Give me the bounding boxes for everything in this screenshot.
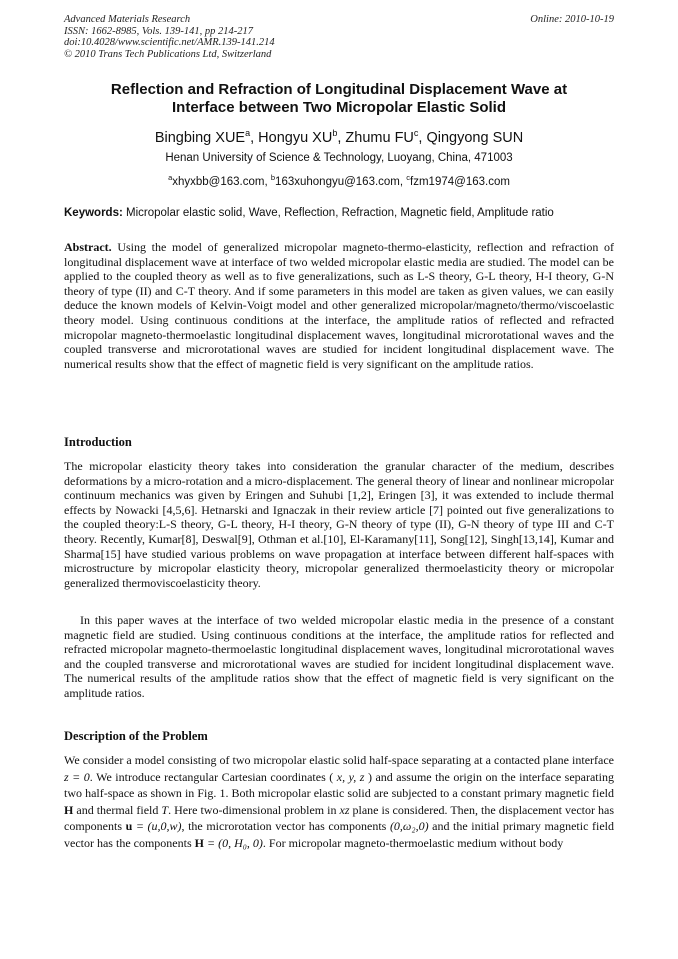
email-separator: ,	[399, 175, 407, 188]
journal-name: Advanced Materials Research	[64, 14, 191, 25]
abstract-label: Abstract.	[64, 240, 112, 254]
author-name: Qingyong SUN	[426, 129, 524, 146]
description-text: and the initial primary magnetic field vector has the components	[64, 819, 614, 850]
copyright-line: © 2010 Trans Tech Publications Ltd, Switzerland	[64, 48, 272, 60]
description-text: . Here two-dimensional problem in	[168, 802, 340, 817]
math-magnetic-field: H	[64, 802, 74, 817]
math-displacement-vector: u	[125, 819, 133, 834]
math-displacement-components: = (u,0,w)	[132, 819, 182, 834]
introduction-paragraph-2: In this paper waves at the interface of two welded micropolar elastic media in the presence of a constant magnetic field are studied. Using continuous conditions at the interface, the amplitude ratios for reflected and refracted micropolar magneto-thermoelastic longitudinal displacement waves, longitudinal microrotational waves and the coupled transverse and microrotational waves are studied for incident longitudinal displacement wave. The numerical results of the amplitude ratios show that the effect of magnetic field is very significant on the amplitude ratios.	[64, 613, 614, 700]
description-text: and thermal field	[73, 802, 162, 817]
doi-line[interactable]: doi:10.4028/www.scientific.net/AMR.139-141.214	[64, 37, 275, 48]
author-mark: b	[332, 128, 338, 138]
author-name: Zhumu FU	[345, 129, 414, 146]
math-plane-xz: xz	[339, 802, 350, 817]
title-line-2: Interface between Two Micropolar Elastic Solid	[172, 99, 506, 116]
author-separator: ,	[418, 129, 427, 146]
description-text: . We introduce rectangular Cartesian coordinates (	[89, 769, 337, 784]
description-heading: Description of the Problem	[64, 729, 208, 743]
description-text: , the microrotation vector has components	[181, 819, 390, 834]
journal-header	[64, 14, 484, 60]
abstract-text: Using the model of generalized micropolar magneto-thermo-elasticity, reflection and refraction of longitudinal displacement wave at interface of two welded micropolar elastic media are studied. The model can be applied to the coupled theory as well as to five generalizations, such as L-S theory, G-L theory, H-I theory, G-N theory of type (II) and C-T theory. And if some parameters in this model are taken as given values, we can easily deduce the known models of Kelvin-Voigt model and other generalized micropolar/magneto/thermo/viscoelastic theory model. Using continuous conditions at the interface, the amplitude ratios of reflected and refracted micropolar magneto-thermoelastic longitudinal displacement waves, longitudinal microrotational waves and the coupled transverse and microrotational waves are studied for incident longitudinal displacement wave. The numerical results show that the effect of magnetic field is very significant on the amplitude ratios.	[64, 240, 614, 371]
abstract-paragraph	[64, 240, 614, 371]
paper-title	[64, 81, 614, 117]
author-name: Bingbing XUE	[154, 129, 246, 146]
email-address[interactable]: xhyxbb@163.com	[172, 175, 265, 188]
author-separator: ,	[250, 129, 259, 146]
math-coordinates: x, y, z	[336, 769, 365, 784]
math-microrotation: (0,ω₂,0)	[389, 819, 429, 834]
email-address[interactable]: fzm1974@163.com	[410, 175, 510, 188]
author-name: Hongyu XU	[258, 129, 333, 146]
keywords-text: Micropolar elastic solid, Wave, Reflection, Refraction, Magnetic field, Amplitude ratio	[126, 207, 554, 219]
math-field-vector: H	[194, 835, 204, 850]
math-field-components: = (0, H₀, 0)	[203, 835, 263, 850]
email-mark: b	[270, 173, 276, 182]
author-separator: ,	[337, 129, 346, 146]
description-text: plane is considered. Then, the displacement vector has components	[64, 802, 615, 834]
issn-line: ISSN: 1662-8985, Vols. 139-141, pp 214-217	[64, 25, 253, 37]
description-text: . For micropolar magneto-thermoelastic medium without body	[262, 835, 564, 850]
email-address[interactable]: 163xuhongyu@163.com	[275, 175, 400, 188]
introduction-paragraph-1: The micropolar elasticity theory takes into consideration the granular character of the medium, describes deformations by a micro-rotation and a micro-displacement. The general theory of linear and nonlinear micropolar continuum mechanics was given by Eringen and Suhubi [1,2], Eringen [3], it was extended to include thermal effects by Nowacki [4,5,6]. Hetnarski and Ignaczak in their review article [7] pointed out five generalizations to the coupled theory:L-S theory, G-L theory, H-I theory, G-N theory of type (II), G-N theory of type III and C-T theory. Recently, Kumar[8], Deswal[9], Othman et al.[10], El-Karamany[11], Song[12], Singh[13,14], Kumar and Sharma[15] have studied various problems on wave propagation at interface between different half-spaces with microstructure by micropolar elasticity theory, micropolar generalized thermoelasticity theory or micropolar generalized thermoviscoelasticity theory.	[64, 459, 614, 590]
email-mark: c	[406, 173, 411, 182]
keywords-label: Keywords:	[64, 207, 123, 219]
email-mark: a	[168, 173, 173, 182]
affiliation: Henan University of Science & Technology, Luoyang, China, 471003	[165, 152, 513, 164]
description-text: ) and assume the origin on the interface separating two half-space as shown in Fig. 1. Both micropolar elastic solid are subjected to a constant primary magnetic field	[64, 769, 614, 801]
author-list	[64, 124, 614, 147]
title-line-1: Reflection and Refraction of Longitudinal Displacement Wave at	[110, 81, 568, 98]
math-plane: z = 0	[64, 769, 90, 784]
keywords-line	[64, 206, 614, 220]
online-date: Online: 2010-10-19	[530, 14, 614, 25]
author-mark: c	[413, 128, 419, 138]
introduction-heading: Introduction	[64, 435, 132, 449]
email-separator: ,	[264, 175, 271, 188]
math-thermal-field: T	[161, 802, 169, 817]
author-mark: a	[245, 128, 251, 138]
email-list	[64, 171, 614, 189]
description-paragraph	[64, 752, 614, 852]
description-text: We consider a model consisting of two micropolar elastic solid half-space separating at a contacted plane interface	[64, 753, 614, 767]
